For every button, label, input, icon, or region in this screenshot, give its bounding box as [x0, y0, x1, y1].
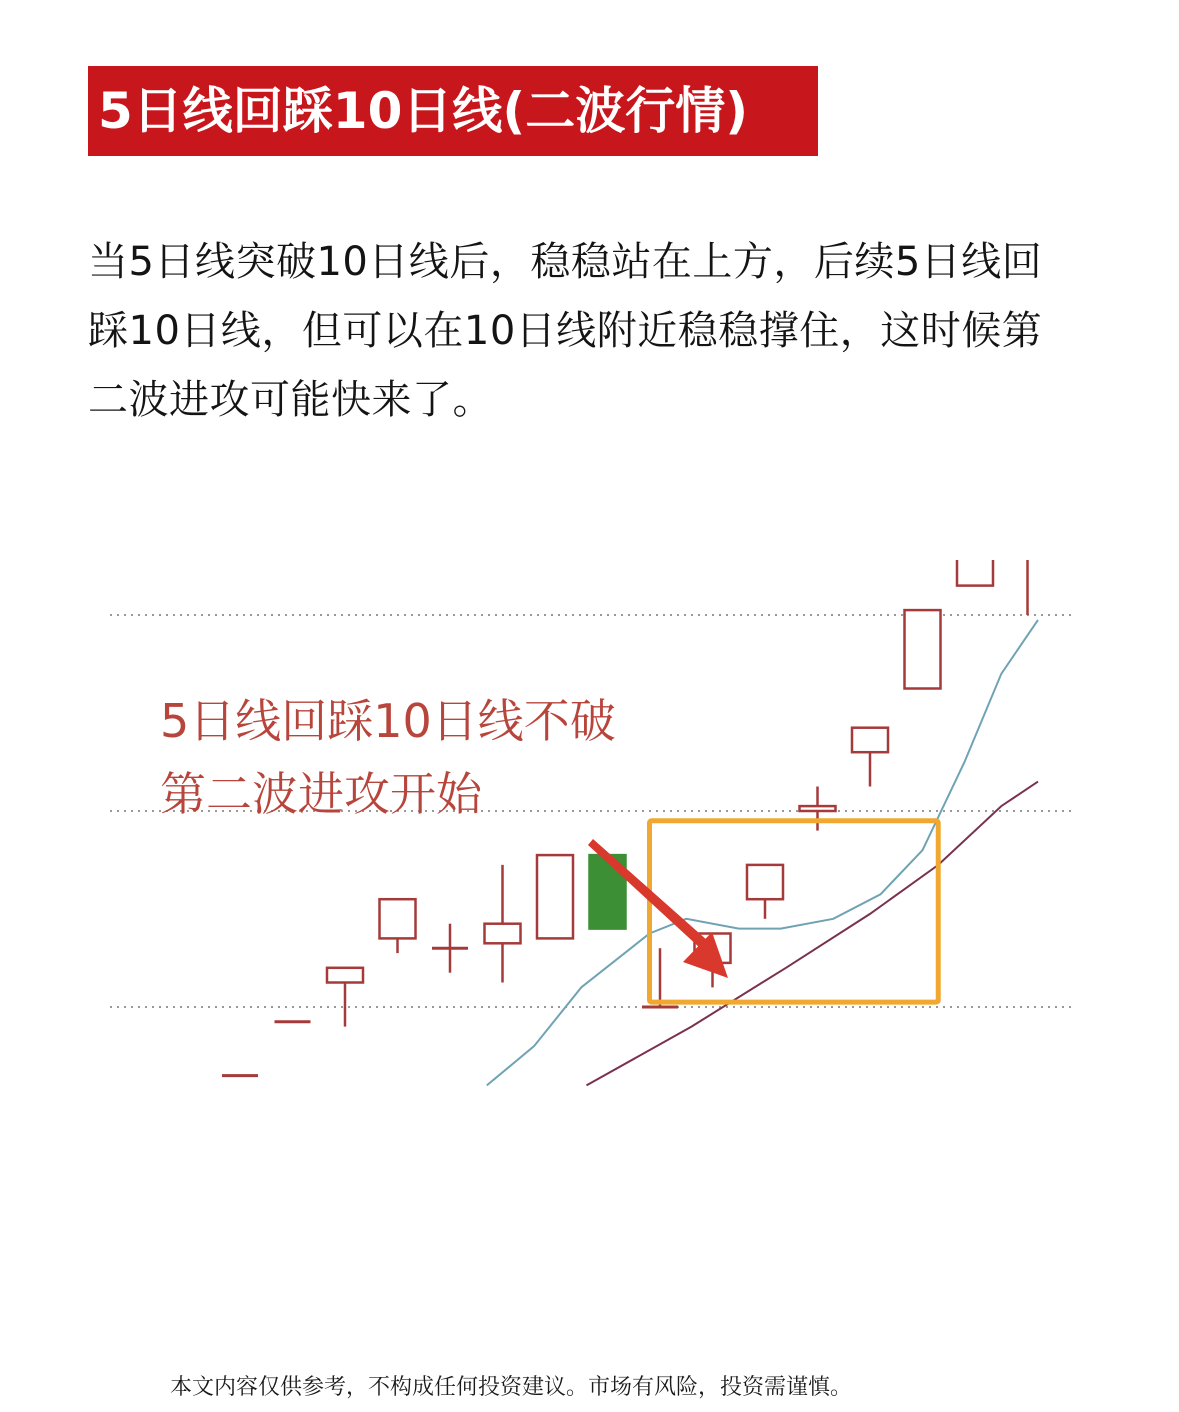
candle-11 [747, 865, 783, 919]
candle-body [327, 968, 363, 983]
candle-body [747, 865, 783, 899]
candle-4 [380, 899, 416, 953]
candle-body [537, 855, 573, 938]
candle-3 [327, 968, 363, 1027]
annotation-line-2: 第二波进攻开始 [160, 767, 482, 821]
chart-svg [0, 560, 1179, 1220]
candle-5 [432, 924, 468, 973]
candle-body [905, 610, 941, 688]
page-title: 5日线回踩10日线(二波行情) [88, 66, 818, 156]
candle-12 [800, 787, 836, 831]
annotation-line-1: 5日线回踩10日线不破 [160, 694, 616, 748]
candle-body [852, 728, 888, 753]
description-text: 当5日线突破10日线后，稳稳站在上方，后续5日线回踩10日线，但可以在10日线附近稳稳撑住，这时候第二波进攻可能快来了。 [88, 239, 1043, 423]
candle-body [800, 806, 836, 811]
candle-body [380, 899, 416, 938]
candle-13 [852, 728, 888, 787]
ma5-line [487, 620, 1038, 1086]
candle-7 [537, 855, 573, 938]
disclaimer-text: 本文内容仅供参考，不构成任何投资建议。市场有风险，投资需谨慎。 [170, 1375, 853, 1400]
candlestick-chart [0, 560, 1179, 1220]
highlight-box [650, 821, 939, 1002]
ma10-line [587, 782, 1039, 1086]
candle-6 [485, 865, 521, 983]
candle-14 [905, 610, 941, 688]
candle-15 [957, 560, 993, 586]
moving-averages [487, 620, 1038, 1086]
candle-body [485, 924, 521, 944]
candle-body [957, 560, 993, 586]
candle-16 [1010, 560, 1046, 615]
highlight-region [650, 821, 939, 1002]
disclaimer-fade [900, 1366, 1179, 1410]
